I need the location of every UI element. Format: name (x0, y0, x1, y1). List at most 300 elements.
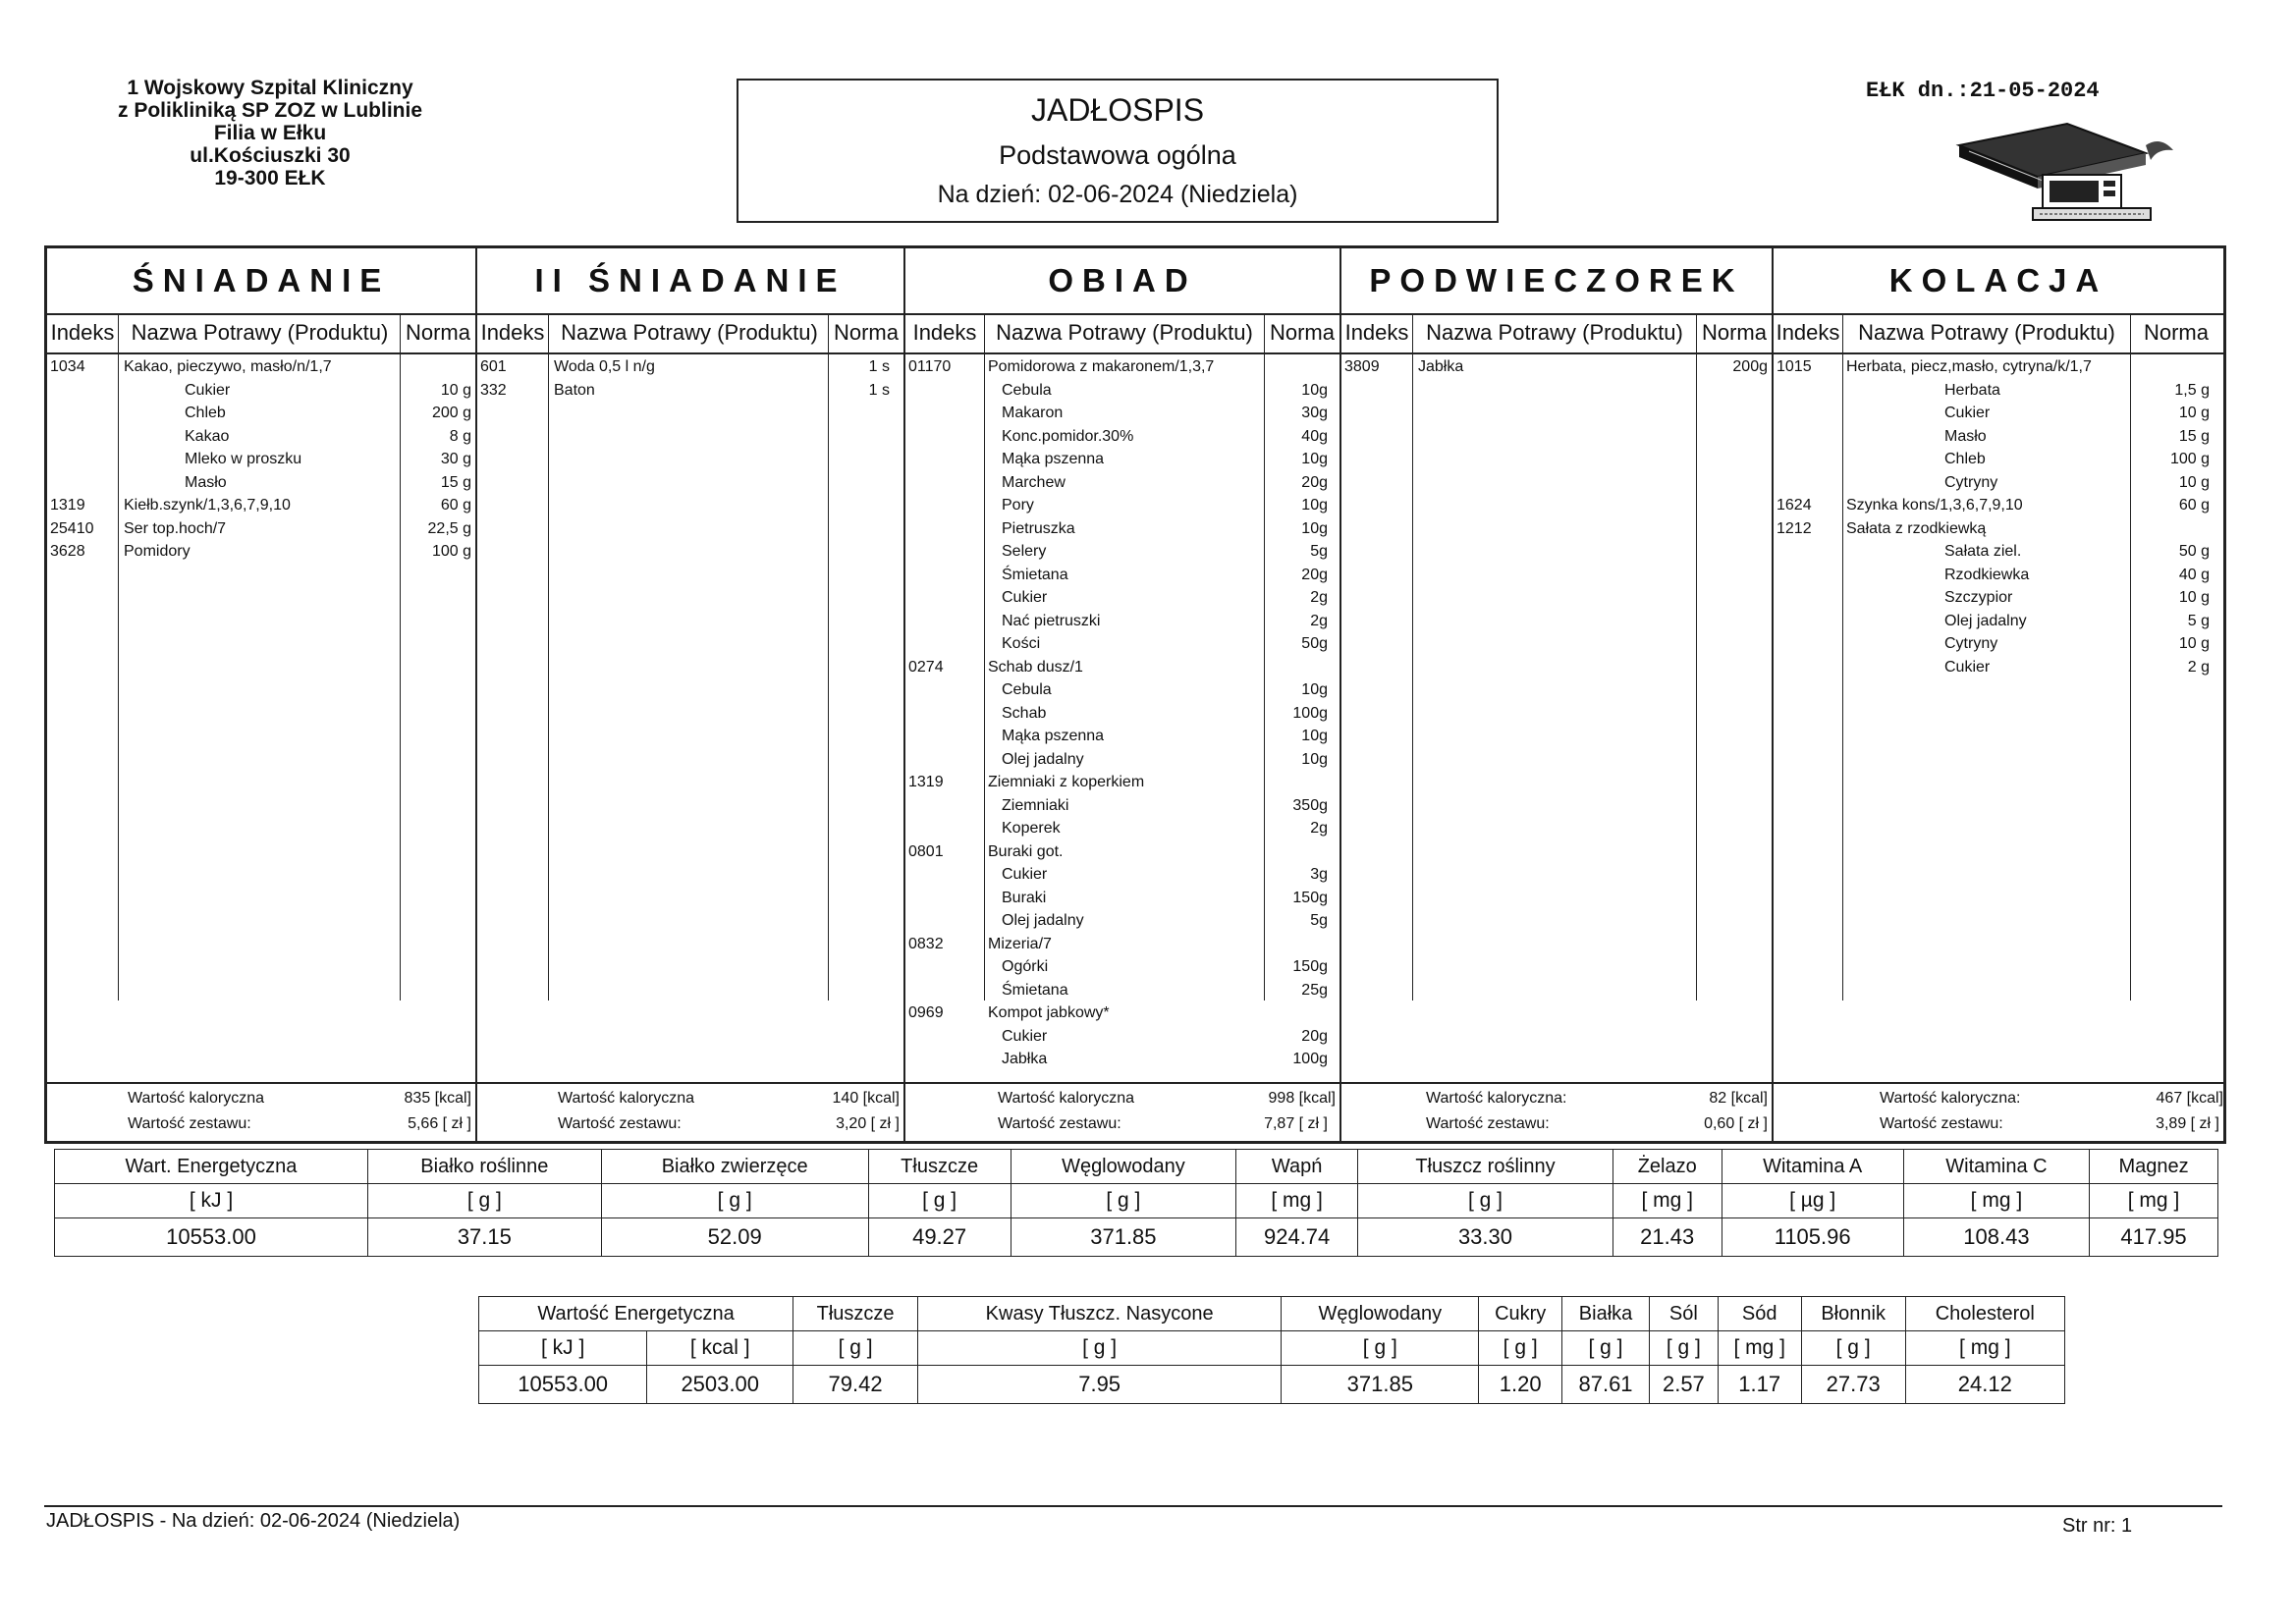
nutrient-value: 2.57 (1650, 1366, 1719, 1404)
menu-row (1774, 540, 2223, 564)
menu-row (47, 379, 475, 403)
row-norm: 60 g (440, 497, 471, 514)
row-index: 1015 (1777, 358, 1812, 375)
row-norm: 40g (1301, 427, 1328, 445)
menu-row (905, 748, 1339, 772)
menu-row (1774, 402, 2223, 425)
nutrient-header: Białko zwierzęce (601, 1150, 868, 1184)
ingredient-name: Chleb (1944, 451, 1986, 467)
menu-row (905, 794, 1339, 818)
nutrient-value: 108.43 (1903, 1218, 2089, 1257)
col-name: Nazwa Potrawy (Produktu) (561, 320, 818, 345)
row-norm: 100g (1292, 1051, 1328, 1067)
menu-row (905, 909, 1339, 933)
hospital-line: 1 Wojskowy Szpital Kliniczny (127, 77, 413, 99)
title-box (737, 79, 1499, 223)
nutrient-value: 33.30 (1358, 1218, 1613, 1257)
row-norm: 20g (1301, 1027, 1328, 1045)
row-norm: 2 g (2187, 658, 2210, 676)
nutrient-value: 1105.96 (1722, 1218, 1903, 1257)
row-norm: 50g (1301, 635, 1328, 652)
ingredient-name: Marchew (1002, 473, 1066, 491)
ingredient-name: Śmietana (1002, 566, 1068, 583)
cost-label: Wartość zestawu: (1880, 1115, 2003, 1132)
menu-row (905, 355, 1339, 379)
ingredient-name: Rzodkiewka (1944, 566, 2030, 583)
row-norm: 10 g (2178, 635, 2210, 652)
ingredient-name: Chleb (185, 405, 226, 421)
nutrient-unit: [ kcal ] (647, 1331, 793, 1366)
row-norm: 350g (1292, 796, 1328, 814)
nutrient-unit: [ g ] (1650, 1331, 1719, 1366)
nutrient-unit: [ g ] (1282, 1331, 1479, 1366)
col-name: Nazwa Potrawy (Produktu) (996, 320, 1253, 345)
row-norm: 10 g (2178, 405, 2210, 421)
row-norm: 20g (1301, 566, 1328, 583)
menu-row (905, 863, 1339, 887)
menu-row (47, 355, 475, 379)
row-norm: 5 g (2187, 612, 2210, 629)
menu-row (905, 632, 1339, 656)
ingredient-name: Cukier (1002, 1027, 1048, 1045)
ingredient-name: Jabłka (1002, 1051, 1048, 1067)
ingredient-name: Cukier (185, 381, 231, 399)
cost-value: 7,87 [ zł ] (1264, 1115, 1328, 1132)
meal-summary (47, 1082, 475, 1145)
ingredient-name: Mleko w proszku (185, 451, 302, 467)
meal-summary (1341, 1082, 1772, 1145)
menu-row (905, 979, 1339, 1002)
nutrient-value: 1.20 (1479, 1366, 1562, 1404)
col-name: Nazwa Potrawy (Produktu) (1426, 320, 1683, 345)
row-norm: 100 g (431, 543, 471, 560)
row-norm: 2g (1310, 612, 1328, 629)
dish-name: Schab dusz/1 (988, 658, 1083, 676)
row-index: 0801 (908, 842, 944, 860)
nutrient-value: 79.42 (793, 1366, 918, 1404)
ingredient-name: Cytryny (1944, 635, 1998, 652)
nutrient-unit: [ g ] (1479, 1331, 1562, 1366)
menu-row (905, 610, 1339, 633)
row-norm: 1,5 g (2174, 381, 2210, 399)
dish-name: Ziemniaki z koperkiem (988, 774, 1145, 790)
nutrition-table-2 (478, 1296, 2065, 1404)
page-number: Str nr: 1 (2062, 1515, 2133, 1537)
nutrient-unit: [ g ] (793, 1331, 918, 1366)
row-norm: 10g (1301, 497, 1328, 514)
menu-row (1774, 494, 2223, 517)
row-norm: 3g (1310, 866, 1328, 883)
menu-row (47, 494, 475, 517)
ingredient-name: Sałata ziel. (1944, 543, 2022, 560)
row-index: 0274 (908, 658, 944, 676)
ingredient-name: Kakao (185, 427, 230, 445)
row-index: 25410 (50, 519, 94, 537)
row-index: 0832 (908, 935, 944, 952)
row-norm: 1 s (868, 381, 890, 399)
menu-row (905, 448, 1339, 471)
menu-row (477, 355, 903, 379)
col-norm: Norma (405, 320, 470, 345)
ingredient-name: Masło (185, 473, 227, 491)
menu-date: Na dzień: 02-06-2024 (Niedziela) (937, 181, 1298, 208)
ingredient-name: Mąka pszenna (1002, 451, 1105, 467)
menu-row (905, 887, 1339, 910)
row-norm: 2g (1310, 589, 1328, 606)
ingredient-name: Cebula (1002, 681, 1052, 698)
document-title: JADŁOSPIS (1030, 92, 1205, 128)
menu-row (47, 517, 475, 541)
nutrient-unit: [ g ] (1801, 1331, 1905, 1366)
nutrient-header: Tłuszcze (793, 1297, 918, 1331)
col-norm: Norma (2143, 320, 2209, 345)
ingredient-name: Cukier (1002, 589, 1048, 606)
menu-row (905, 379, 1339, 403)
menu-row (905, 678, 1339, 702)
ingredient-name: Olej jadalny (1944, 612, 2027, 629)
row-norm: 150g (1292, 958, 1328, 975)
nutrient-header: Cukry (1479, 1297, 1562, 1331)
dish-name: Woda 0,5 l n/g (554, 358, 655, 375)
ingredient-name: Olej jadalny (1002, 912, 1084, 929)
nutrient-unit: [ g ] (868, 1184, 1011, 1218)
row-norm: 1 s (868, 358, 890, 375)
row-norm: 10g (1301, 750, 1328, 768)
row-norm: 22,5 g (427, 519, 471, 537)
col-name: Nazwa Potrawy (Produktu) (1858, 320, 2115, 345)
row-norm: 10 g (2178, 589, 2210, 606)
ingredient-name: Koperek (1002, 820, 1061, 837)
menu-row (905, 517, 1339, 541)
menu-row (1774, 517, 2223, 541)
nutrient-unit: [ g ] (1561, 1331, 1649, 1366)
dish-name: Buraki got. (988, 842, 1064, 860)
menu-row (905, 725, 1339, 748)
row-norm: 100g (1292, 704, 1328, 722)
row-norm: 20g (1301, 473, 1328, 491)
ingredient-name: Cukier (1944, 405, 1991, 421)
kcal-value: 82 [kcal] (1709, 1090, 1768, 1107)
nutrient-unit: [ g ] (367, 1184, 601, 1218)
dish-name: Kompot jabkowy* (988, 1004, 1110, 1021)
nutrient-value: 21.43 (1613, 1218, 1722, 1257)
footer-divider (44, 1505, 2222, 1507)
menu-row (905, 494, 1339, 517)
menu-row (1774, 586, 2223, 610)
nutrient-header: Kwasy Tłuszcz. Nasycone (918, 1297, 1282, 1331)
ingredient-name: Pietruszka (1002, 519, 1075, 537)
kcal-label: Wartość kaloryczna (558, 1090, 694, 1107)
menu-row (905, 564, 1339, 587)
col-index: Indeks (912, 320, 977, 345)
row-index: 1319 (50, 497, 85, 514)
menu-row (1774, 632, 2223, 656)
meal-summary (905, 1082, 1339, 1145)
row-norm: 5g (1310, 543, 1328, 560)
nutrient-unit: [ g ] (918, 1331, 1282, 1366)
nutrient-unit: [ kJ ] (479, 1331, 647, 1366)
ingredient-name: Cukier (1944, 658, 1991, 676)
menu-row (47, 471, 475, 495)
nutrient-header: Sód (1718, 1297, 1801, 1331)
row-index: 1624 (1777, 497, 1812, 514)
nutrient-unit: [ mg ] (1905, 1331, 2064, 1366)
row-norm: 100 g (2169, 451, 2210, 467)
ingredient-name: Szczypior (1944, 589, 2013, 606)
cost-label: Wartość zestawu: (998, 1115, 1121, 1132)
cost-value: 5,66 [ zł ] (408, 1115, 471, 1132)
hospital-line: z Polikliniką SP ZOZ w Lublinie (118, 99, 422, 122)
kcal-value: 140 [kcal] (832, 1090, 900, 1107)
menu-row (905, 402, 1339, 425)
menu-row (1774, 448, 2223, 471)
menu-row (905, 540, 1339, 564)
row-norm: 10 g (2178, 473, 2210, 491)
nutrient-value: 7.95 (918, 1366, 1282, 1404)
col-index: Indeks (1344, 320, 1409, 345)
ingredient-name: Ziemniaki (1002, 796, 1069, 814)
menu-row (47, 540, 475, 564)
menu-row (905, 425, 1339, 449)
menu-row (905, 817, 1339, 840)
menu-row (1774, 425, 2223, 449)
ingredient-name: Buraki (1002, 889, 1047, 906)
col-index: Indeks (50, 320, 115, 345)
dish-name: Mizeria/7 (988, 935, 1052, 952)
kcal-value: 835 [kcal] (404, 1090, 471, 1107)
nutrient-value: 24.12 (1905, 1366, 2064, 1404)
footer-title: JADŁOSPIS - Na dzień: 02-06-2024 (Niedziela) (46, 1510, 461, 1532)
nutrient-header: Cholesterol (1905, 1297, 2064, 1331)
book-computer-icon (1949, 116, 2175, 224)
col-norm: Norma (833, 320, 899, 345)
nutrient-header: Wartość Energetyczna (479, 1297, 793, 1331)
nutrient-header: Białko roślinne (367, 1150, 601, 1184)
menu-row (1341, 355, 1772, 379)
menu-row (477, 379, 903, 403)
cost-value: 0,60 [ zł ] (1704, 1115, 1768, 1132)
nutrient-header: Tłuszcze (868, 1150, 1011, 1184)
row-index: 601 (480, 358, 507, 375)
nutrient-header: Węglowodany (1011, 1150, 1236, 1184)
row-norm: 8 g (449, 427, 471, 445)
row-index: 1319 (908, 774, 944, 790)
row-index: 332 (480, 381, 507, 399)
meal-second-breakfast (477, 248, 905, 1141)
meal-title: ŚNIADANIE (47, 248, 475, 315)
menu-row (1774, 610, 2223, 633)
dish-name: Ser top.hoch/7 (124, 519, 227, 537)
menu-row (905, 702, 1339, 726)
ingredient-name: Śmietana (1002, 981, 1068, 999)
dish-name: Kakao, pieczywo, masło/n/1,7 (124, 358, 332, 375)
ingredient-name: Konc.pomidor.30% (1002, 427, 1134, 445)
menu-row (47, 448, 475, 471)
row-norm: 40 g (2178, 566, 2210, 583)
dish-name: Pomidory (124, 543, 191, 560)
menu-row (905, 1001, 1339, 1025)
row-index: 0969 (908, 1004, 944, 1021)
col-norm: Norma (1269, 320, 1335, 345)
row-norm: 25g (1301, 981, 1328, 999)
cost-label: Wartość zestawu: (1426, 1115, 1550, 1132)
ingredient-name: Makaron (1002, 405, 1064, 421)
nutrient-value: 27.73 (1801, 1366, 1905, 1404)
hospital-line: 19-300 EŁK (214, 167, 326, 189)
dish-name: Herbata, piecz,masło, cytryna/k/1,7 (1846, 358, 2092, 375)
nutrient-value: 371.85 (1282, 1366, 1479, 1404)
nutrient-unit: [ mg ] (1613, 1184, 1722, 1218)
diet-type: Podstawowa ogólna (999, 140, 1236, 170)
ingredient-name: Nać pietruszki (1002, 612, 1101, 629)
row-norm: 150g (1292, 889, 1328, 906)
hospital-line: Filia w Ełku (213, 122, 327, 144)
menu-row (905, 933, 1339, 956)
nutrient-unit: [ g ] (1358, 1184, 1613, 1218)
nutrition-table-1 (54, 1149, 2218, 1257)
row-norm: 200 g (431, 405, 471, 421)
nutrient-unit: [ g ] (601, 1184, 868, 1218)
nutrient-header: Witamina A (1722, 1150, 1903, 1184)
row-index: 1034 (50, 358, 85, 375)
issue-date: EŁK dn.:21-05-2024 (1866, 79, 2100, 103)
meal-afternoon-snack (1341, 248, 1774, 1141)
ingredient-name: Cukier (1002, 866, 1048, 883)
menu-row (1774, 564, 2223, 587)
meal-title: PODWIECZOREK (1341, 248, 1772, 315)
nutrient-value: 924.74 (1236, 1218, 1358, 1257)
menu-row (905, 955, 1339, 979)
nutrient-unit: [ µg ] (1722, 1184, 1903, 1218)
row-norm: 30g (1301, 405, 1328, 421)
ingredient-name: Pory (1002, 497, 1034, 514)
row-norm: 50 g (2178, 543, 2210, 560)
row-norm: 10g (1301, 451, 1328, 467)
ingredient-name: Ogórki (1002, 958, 1049, 975)
col-index: Indeks (1776, 320, 1840, 345)
ingredient-name: Cytryny (1944, 473, 1998, 491)
ingredient-name: Cebula (1002, 381, 1052, 399)
nutrient-header: Sól (1650, 1297, 1719, 1331)
dish-name: Kiełb.szynk/1,3,6,7,9,10 (124, 497, 291, 514)
nutrient-header: Węglowodany (1282, 1297, 1479, 1331)
nutrient-header: Wapń (1236, 1150, 1358, 1184)
nutrient-value: 371.85 (1011, 1218, 1236, 1257)
kcal-label: Wartość kaloryczna: (1880, 1090, 2021, 1107)
hospital-address (74, 77, 466, 189)
ingredient-name: Mąka pszenna (1002, 728, 1105, 744)
nutrient-unit: [ mg ] (2090, 1184, 2218, 1218)
row-norm: 2g (1310, 820, 1328, 837)
menu-row (905, 771, 1339, 794)
cost-label: Wartość zestawu: (128, 1115, 251, 1132)
col-index: Indeks (480, 320, 545, 345)
nutrient-header: Wart. Energetyczna (55, 1150, 368, 1184)
nutrient-value: 1.17 (1718, 1366, 1801, 1404)
row-index: 3809 (1344, 358, 1380, 375)
row-norm: 10g (1301, 728, 1328, 744)
col-norm: Norma (1701, 320, 1767, 345)
nutrient-value: 2503.00 (647, 1366, 793, 1404)
row-index: 3628 (50, 543, 85, 560)
nutrient-value: 10553.00 (479, 1366, 647, 1404)
ingredient-name: Masło (1944, 427, 1987, 445)
kcal-label: Wartość kaloryczna (998, 1090, 1134, 1107)
nutrient-header: Białka (1561, 1297, 1649, 1331)
nutrient-unit: [ mg ] (1718, 1331, 1801, 1366)
nutrient-value: 10553.00 (55, 1218, 368, 1257)
meal-title: II ŚNIADANIE (477, 248, 903, 315)
menu-row (1774, 355, 2223, 379)
meal-dinner (1774, 248, 2223, 1141)
dish-name: Pomidorowa z makaronem/1,3,7 (988, 358, 1215, 375)
meal-title: KOLACJA (1774, 248, 2223, 315)
meal-lunch (905, 248, 1341, 1141)
nutrient-value: 417.95 (2090, 1218, 2218, 1257)
meal-title: OBIAD (905, 248, 1339, 315)
nutrient-value: 87.61 (1561, 1366, 1649, 1404)
kcal-label: Wartość kaloryczna (128, 1090, 264, 1107)
dish-name: Sałata z rzodkiewką (1846, 519, 1987, 537)
nutrient-value: 49.27 (868, 1218, 1011, 1257)
menu-row (905, 840, 1339, 864)
meal-summary (477, 1082, 903, 1145)
row-norm: 10g (1301, 519, 1328, 537)
ingredient-name: Schab (1002, 704, 1047, 722)
nutrient-value: 37.15 (367, 1218, 601, 1257)
nutrient-unit: [ mg ] (1903, 1184, 2089, 1218)
nutrient-unit: [ mg ] (1236, 1184, 1358, 1218)
menu-row (1774, 379, 2223, 403)
menu-row (905, 656, 1339, 679)
row-index: 1212 (1777, 519, 1812, 537)
ingredient-name: Selery (1002, 543, 1047, 560)
cost-value: 3,89 [ zł ] (2156, 1115, 2219, 1132)
nutrient-header: Magnez (2090, 1150, 2218, 1184)
nutrient-unit: [ kJ ] (55, 1184, 368, 1218)
menu-row (905, 586, 1339, 610)
menu-row (905, 1048, 1339, 1071)
row-norm: 10 g (440, 381, 471, 399)
row-norm: 60 g (2178, 497, 2210, 514)
row-norm: 15 g (440, 473, 471, 491)
nutrient-value: 52.09 (601, 1218, 868, 1257)
meal-summary (1774, 1082, 2223, 1145)
row-norm: 30 g (440, 451, 471, 467)
row-norm: 15 g (2178, 427, 2210, 445)
kcal-value: 998 [kcal] (1268, 1090, 1336, 1107)
kcal-label: Wartość kaloryczna: (1426, 1090, 1567, 1107)
cost-label: Wartość zestawu: (558, 1115, 682, 1132)
nutrient-header: Witamina C (1903, 1150, 2089, 1184)
row-norm: 10g (1301, 381, 1328, 399)
dish-name: Baton (554, 381, 595, 399)
nutrient-header: Tłuszcz roślinny (1358, 1150, 1613, 1184)
menu-row (905, 1025, 1339, 1049)
dish-name: Szynka kons/1,3,6,7,9,10 (1846, 497, 2023, 514)
nutrient-header: Błonnik (1801, 1297, 1905, 1331)
menu-grid (44, 245, 2226, 1144)
nutrient-unit: [ g ] (1011, 1184, 1236, 1218)
hospital-line: ul.Kościuszki 30 (190, 144, 351, 167)
menu-row (47, 402, 475, 425)
cost-value: 3,20 [ zł ] (836, 1115, 900, 1132)
menu-row (905, 471, 1339, 495)
dish-name: Jabłka (1418, 358, 1464, 375)
row-norm: 5g (1310, 912, 1328, 929)
kcal-value: 467 [kcal] (2156, 1090, 2223, 1107)
menu-row (1774, 471, 2223, 495)
